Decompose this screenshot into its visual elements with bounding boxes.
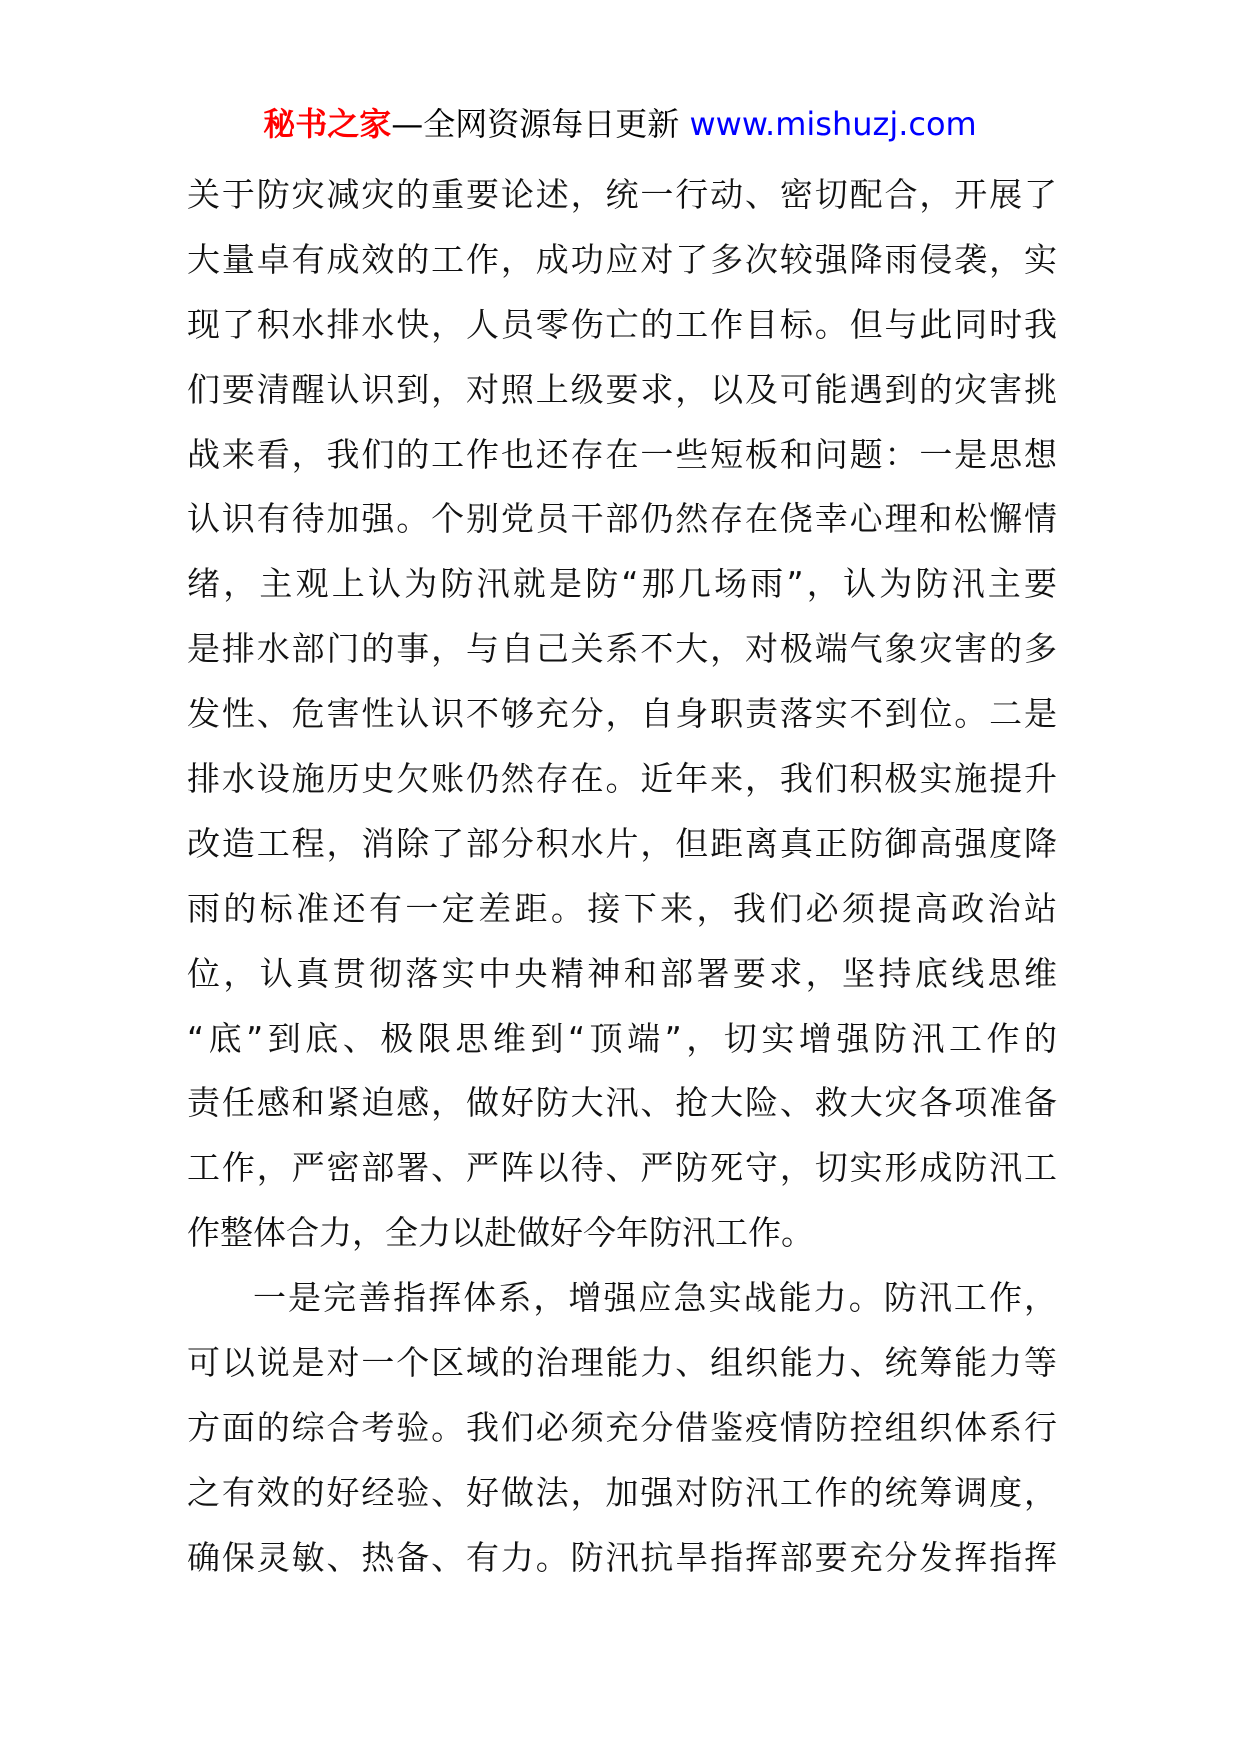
text-line: 们要清醒认识到，对照上级要求，以及可能遇到的灾害挑 (187, 369, 1057, 409)
document-body (187, 163, 1057, 1591)
text-line: “底”到底、极限思维到“顶端”，切实增强防汛工作的 (187, 1018, 1057, 1058)
paragraph (187, 163, 1057, 1266)
text-line: 之有效的好经验、好做法，加强对防汛工作的统筹调度， (187, 1472, 1057, 1512)
text-line: 大量卓有成效的工作，成功应对了多次较强降雨侵袭，实 (187, 239, 1057, 279)
text-line: 绪，主观上认为防汛就是防“那几场雨”，认为防汛主要 (187, 564, 1057, 604)
text-line: 可以说是对一个区域的治理能力、组织能力、统筹能力等 (187, 1343, 1057, 1383)
brand-name: 秘书之家 (263, 105, 392, 143)
text-line: 排水设施历史欠账仍然存在。近年来，我们积极实施提升 (187, 759, 1057, 799)
text-line: 位，认真贯彻落实中央精神和部署要求，坚持底线思维 (187, 953, 1057, 993)
text-line: 作整体合力，全力以赴做好今年防汛工作。 (187, 1213, 814, 1253)
text-line: 责任感和紧迫感，做好防大汛、抢大险、救大灾各项准备 (187, 1083, 1057, 1123)
paragraph (187, 1266, 1057, 1590)
text-line: 战来看，我们的工作也还存在一些短板和问题：一是思想 (187, 434, 1057, 474)
text-line: 一是完善指挥体系，增强应急实战能力。防汛工作， (253, 1278, 1057, 1318)
website-link[interactable]: www.mishuzj.com (689, 105, 977, 143)
text-line: 确保灵敏、热备、有力。防汛抗旱指挥部要充分发挥指挥 (187, 1537, 1057, 1577)
page-header (0, 102, 1240, 146)
header-tagline: —全网资源每日更新 (391, 105, 690, 143)
text-line: 现了积水排水快，人员零伤亡的工作目标。但与此同时我 (187, 304, 1057, 344)
text-line: 认识有待加强。个别党员干部仍然存在侥幸心理和松懈情 (187, 499, 1057, 539)
text-line: 关于防灾减灾的重要论述，统一行动、密切配合，开展了 (187, 175, 1057, 214)
text-line: 发性、危害性认识不够充分，自身职责落实不到位。二是 (187, 694, 1057, 734)
text-line: 是排水部门的事，与自己关系不大，对极端气象灾害的多 (187, 629, 1057, 669)
text-line: 工作，严密部署、严阵以待、严防死守，切实形成防汛工 (187, 1148, 1057, 1188)
text-line: 方面的综合考验。我们必须充分借鉴疫情防控组织体系行 (187, 1407, 1057, 1447)
text-line: 改造工程，消除了部分积水片，但距离真正防御高强度降 (187, 823, 1057, 863)
text-line: 雨的标准还有一定差距。接下来，我们必须提高政治站 (187, 888, 1057, 928)
